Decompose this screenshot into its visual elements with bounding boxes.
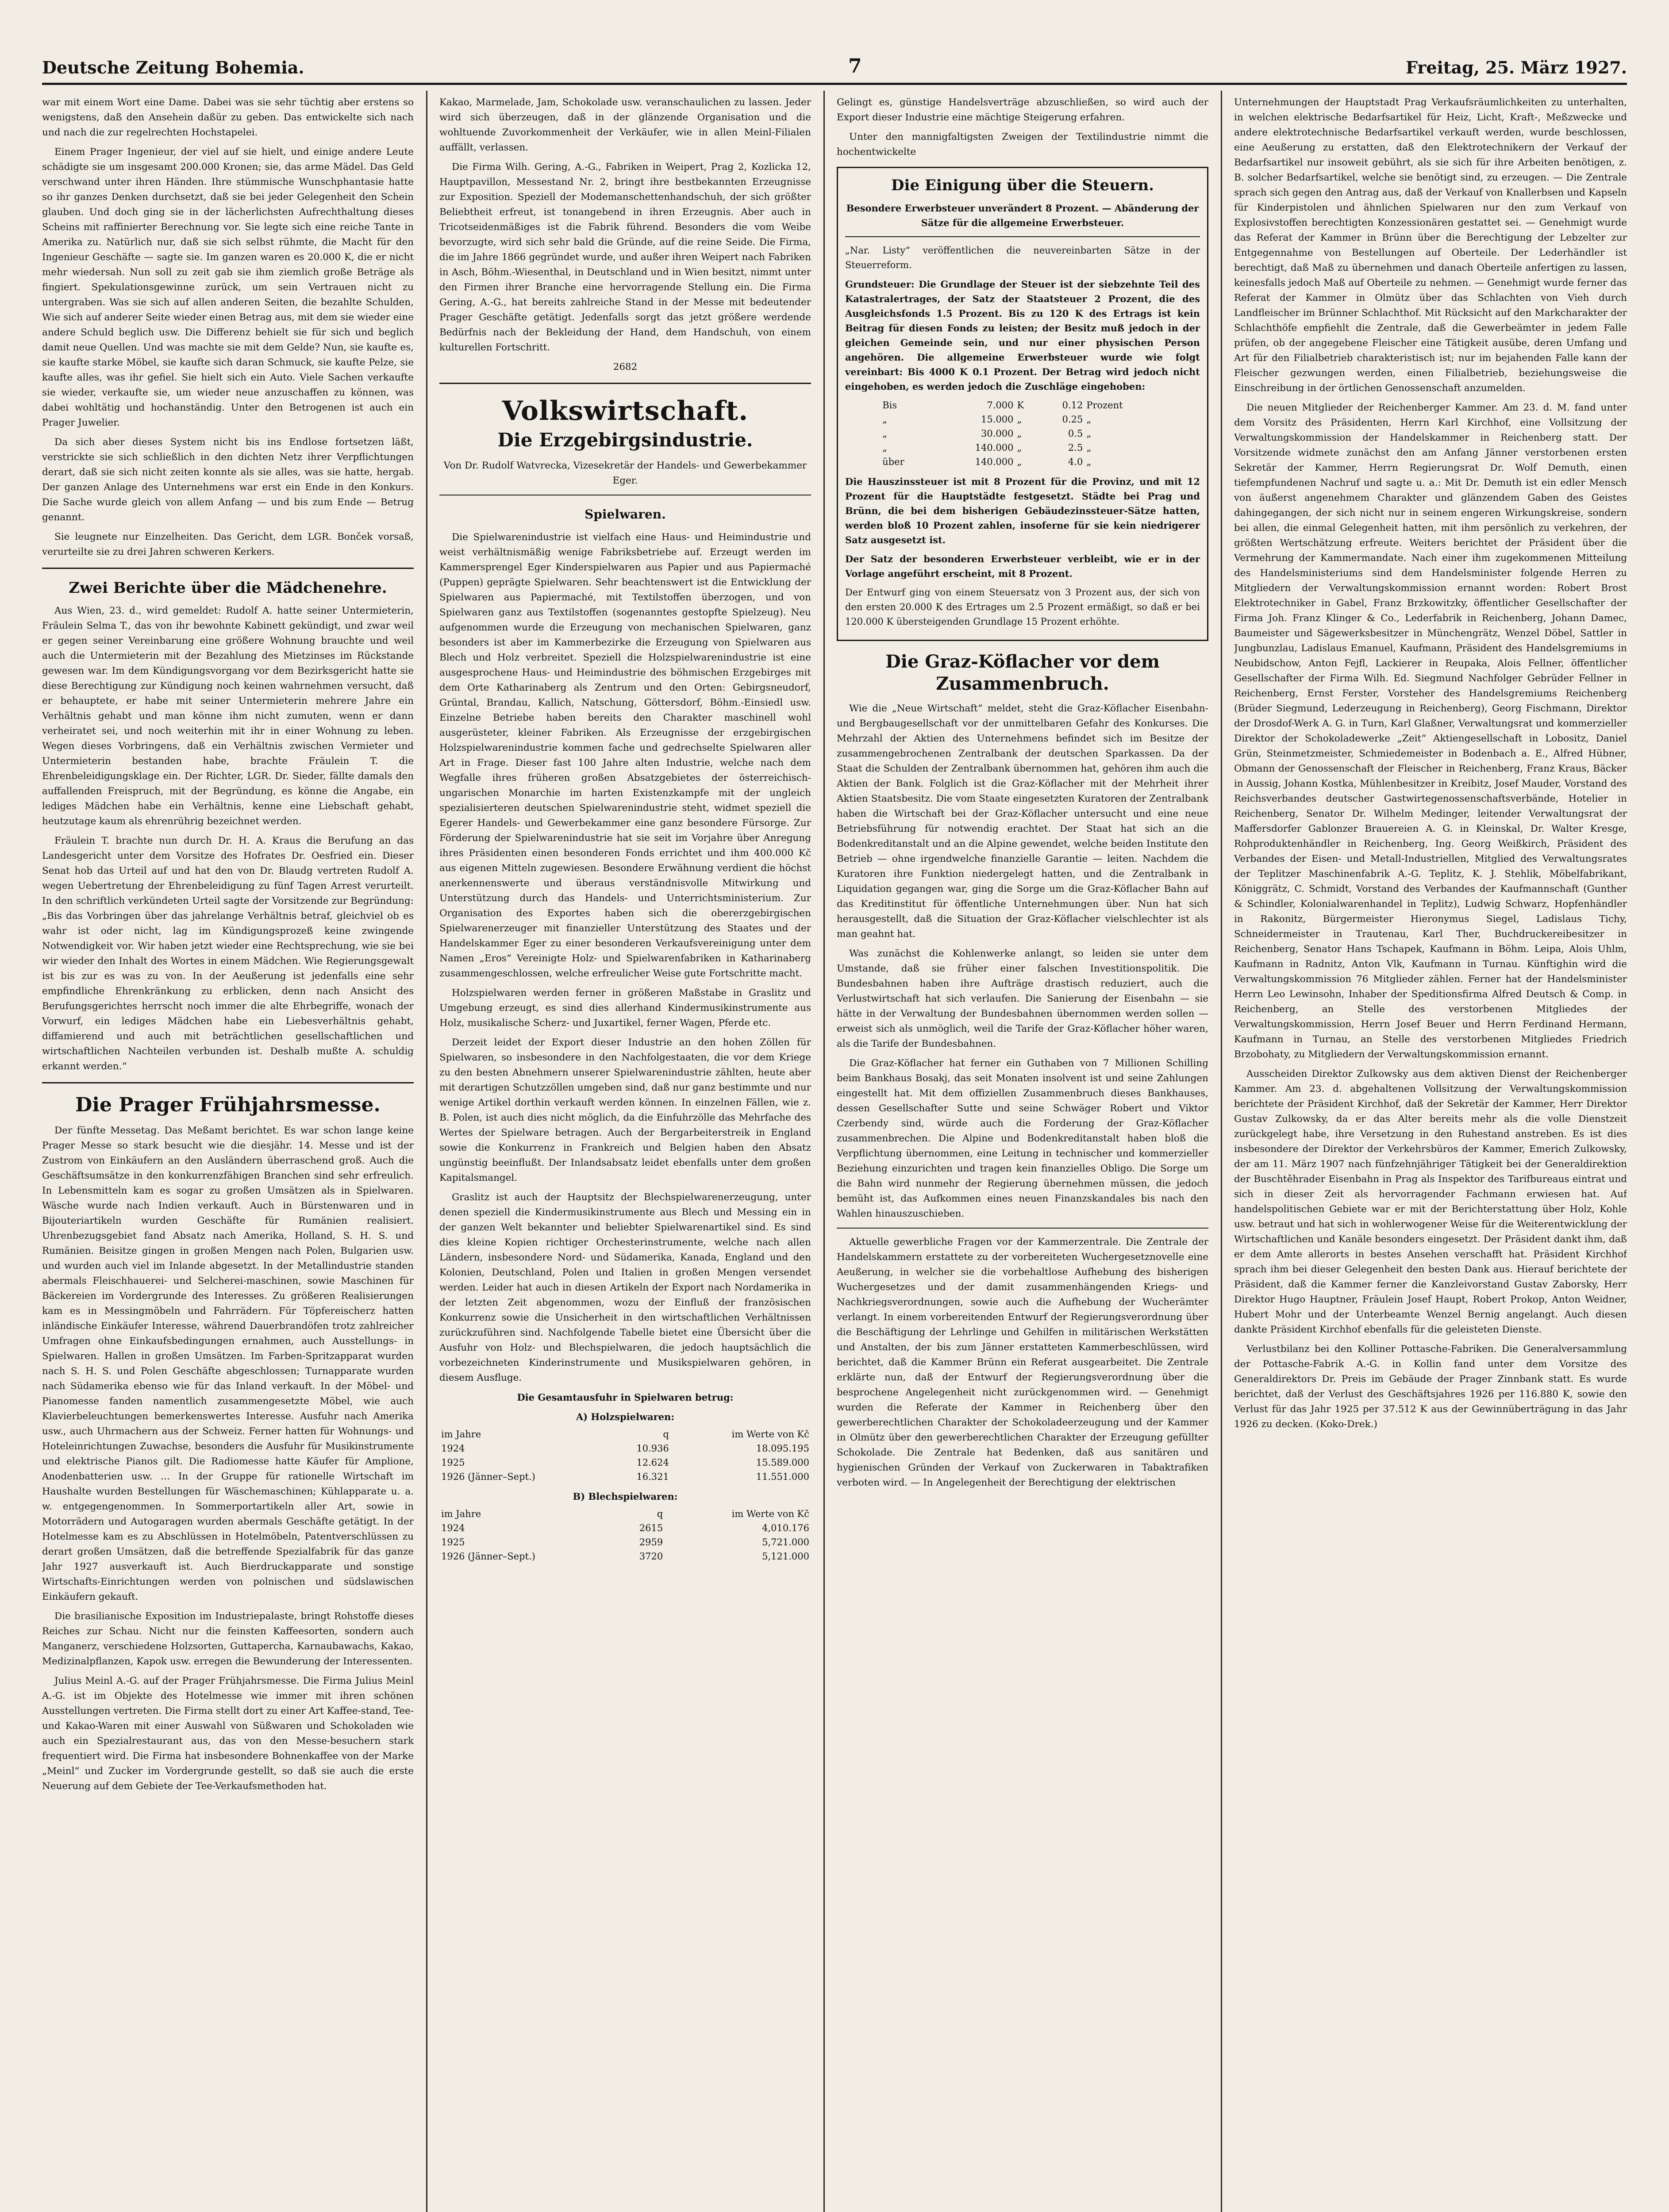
section-divider	[837, 1228, 1208, 1229]
table-row	[881, 412, 1165, 426]
table-header: im Werte von Kč	[731, 1429, 809, 1440]
table-cell: 1924	[441, 1443, 465, 1454]
article-text: Derzeit leidet der Export dieser Industrie an den hohen Zöllen für Spielwaren, so insbesondere in den Nachfolgestaaten, die vor dem Kriege zu den besten Abnehmern unserer Spielwarenindustrie zählten, heute aber mit derartigen Schutzzöllen umgeben sind, daß nur ganz bestimmte und nur wenige Artikel dorthin verkauft werden können. In einzelnen Fällen, wie z. B. Polen, ist auch dies nicht möglich, da die Einfuhrzölle das Mehrfache des Wertes der Spielware betragen. Auch der Bergarbeiterstreik in England sowie die Konkurrenz in Frankreich und Belgien haben den Absatz ungünstig beeinflußt. Der Inlandsabsatz leidet ebenfalls unter dem großen Kapitalsmangel.	[439, 1037, 811, 1183]
table-cell: „	[882, 428, 888, 439]
table-row	[881, 426, 1165, 441]
table-header: im Jahre	[441, 1509, 481, 1519]
table-cell: über	[882, 457, 904, 467]
article-text: Graslitz ist auch der Hauptsitz der Blechspielwarenerzeugung, unter denen speziell die Kindermusikinstrumente aus Blech und Messing ein in der ganzen Welt bekannter und beliebter Spielwarenartikel sind. Es sind dies kleine Kopien richtiger Orchesterinstrumente, welche nach allen Ländern, insbesondere Nord- und Südamerika, Kanada, England und den Kolonien, Deutschland, Polen und Italien in großen Mengen versendet werden. Leider hat auch in diesen Artikeln der Export nach Nordamerika in der letzten Zeit abgenommen, wozu der Einfluß der französischen Konkurrenz sowie die Unsicherheit in den wirtschaftlichen Verhältnissen zurückzuführen sind. Nachfolgende Tabelle bietet eine Übersicht über die Ausfuhr von Holz- und Blechspielwaren, die jedoch hauptsächlich die vorbezeichneten Kinderinstrumente und Musikspielwaren gehören, in diesem Ausfluge.	[439, 1192, 811, 1383]
article-text: Verlustbilanz bei den Kolliner Pottasche-Fabriken. Die Generalversammlung der Pottasche-Fabrik A.-G. in Kollin fand unter dem Vorsitze des Generaldirektors Dr. Preis im Gebäude der Prager Zinnbank statt. Es wurde berichtet, daß der Verlust des Geschäftsjahres 1926 per 116.880 K, sowie den Verlust für das Jahr 1925 per 37.512 K aus der Gewinnüberträgung in das Jahr 1926 zu decken. (Koko-Drek.)	[1234, 1344, 1627, 1430]
table-row	[881, 441, 1165, 455]
column-2	[439, 95, 811, 2212]
section-divider	[439, 383, 811, 384]
column-3	[837, 95, 1208, 2212]
masthead	[42, 42, 1627, 77]
page-number: 7	[848, 55, 862, 77]
tax-rate-table	[881, 398, 1165, 469]
table-cell: „	[882, 442, 888, 453]
table-header-row	[439, 1507, 811, 1521]
table-title: Die Gesamtausfuhr in Spielwaren betrug:	[517, 1392, 734, 1403]
table-cell: „	[1017, 414, 1022, 425]
table-cell: „	[1017, 457, 1022, 467]
byline: Von Dr. Rudolf Watvrecka, Vizesekretär der Handels- und Gewerbekammer Eger.	[443, 460, 807, 486]
table-cell: 30.000	[981, 428, 1014, 439]
table-cell: 10.936	[636, 1443, 669, 1454]
table-header: im Werte von Kč	[731, 1509, 809, 1519]
article-text: Sie leugnete nur Einzelheiten. Das Gericht, dem LGR. Bonček vorsaß, verurteilte sie zu drei Jahren schweren Kerkers.	[42, 531, 414, 557]
subhead-spielwaren: Spielwaren.	[585, 507, 666, 522]
table-cell: Prozent	[1086, 400, 1123, 411]
table-cell: 140.000	[975, 457, 1014, 467]
table-cell: 18.095.195	[756, 1443, 809, 1454]
export-table-holz	[439, 1427, 811, 1484]
table-cell: „	[1017, 442, 1022, 453]
table-cell: „	[1086, 414, 1092, 425]
headline-erzgebirgsindustrie: Die Erzgebirgsindustrie.	[497, 429, 753, 451]
section-divider	[42, 1082, 414, 1083]
table-cell: 1926 (Jänner–Sept.)	[441, 1551, 535, 1562]
article-text: Der Entwurf ging von einem Steuersatz von 3 Prozent aus, der sich von den ersten 20.000 K des Ertrages um 2.5 Prozent ermäßigt, so daß er bei 120.000 K übersteigenden Grundlage 15 Prozent erhöhte.	[845, 587, 1200, 627]
article-text: Die brasilianische Exposition im Industriepalaste, bringt Rohstoffe dieses Reiches zur Schau. Nicht nur die feinsten Kaffeesorten, sondern auch Manganerz, verschiedene Holzsorten, Guttapercha, Karnaubawachs, Kakao, Medizinalpflanzen, Kapok usw. erregen die Bewunderung der Interessenten.	[42, 1611, 414, 1667]
table-cell: „	[1017, 428, 1022, 439]
table-cell: 11.551.000	[756, 1471, 809, 1482]
article-text: Grundsteuer: Die Grundlage der Steuer ist der siebzehnte Teil des Katastralertrages, der Satz der Staatsteuer 2 Prozent, die des Ausgleichsfonds 1.5 Prozent. Bis zu 120 K des Ertrags ist kein Beitrag für diesen Fonds zu leisten; der Besitz muß jedoch in der gleichen Gemeinde sein, und nur einer physischen Person angehören. Die allgemeine Erwerbsteuer wurde wie folgt vereinbart: Bis 4000 K 0.1 Prozent. Der Betrag wird jedoch nicht eingehoben, es werden jedoch die Zuschläge eingehoben:	[845, 279, 1200, 392]
article-text: Unter den mannigfaltigsten Zweigen der Textilindustrie nimmt die hochentwickelte	[837, 131, 1208, 157]
table-row	[881, 398, 1165, 412]
column-rule	[426, 91, 427, 2212]
article-text: Die Graz-Köflacher hat ferner ein Guthaben von 7 Millionen Schilling beim Bankhaus Bosakj, das seit Monaten insolvent ist und seine Zahlungen eingestellt hat. Mit dem offiziellen Zusammenbruch dieses Bankhauses, dessen Gesellschafter Sutte und seine Schwäger Robert und Viktor Czerbendy sind, würde auch die Forderung der Graz-Köflacher zusammenbrechen. Die Alpine und Bodenkreditanstalt haben bloß die Verpflichtung übernommen, eine Leitung in technischer und kommerzieller Beziehung einzurichten und tragen kein finanzielles Obligo. Die Sorge um die Bahn wird nunmehr der Regierung übernehmen müssen, die jedoch bemüht ist, das Aufkommen eines neuen Finanzskandales bis nach den Wahlen hinauszuschieben.	[837, 1058, 1208, 1219]
table-row	[439, 1441, 811, 1455]
table-cell: 0.12	[1062, 400, 1083, 411]
table-header: q	[657, 1509, 663, 1519]
table-cell: 1924	[441, 1523, 465, 1533]
table-cell: 7.000	[987, 400, 1014, 411]
table-row	[439, 1455, 811, 1470]
table-cell: „	[1086, 442, 1092, 453]
table-cell: 5,121.000	[762, 1551, 809, 1562]
article-text: Gelingt es, günstige Handelsverträge abzuschließen, so wird auch der Export dieser Industrie eine mächtige Steigerung erfahren.	[837, 97, 1208, 123]
table-header-row	[439, 1427, 811, 1441]
column-rule	[1221, 91, 1222, 2212]
column-rule	[823, 91, 825, 2212]
article-text: Ausscheiden Direktor Zulkowsky aus dem aktiven Dienst der Reichenberger Kammer. Am 23. d. abgehaltenen Vollsitzung der Verwaltungskommission berichtete der Präsident Kirchhof, daß der Sekretär der Kammer, Herr Direktor Gustav Zulkowsky, da er das Alter bereits mehr als die volle Dienstzeit zurückgelegt habe, ihre Versetzung in den Ruhestand anstreben. Es ist dies insbesondere der Direktor der Verkehrsbüros der Kammer, Emerich Zulkowsky, der am 11. März 1907 nach fünfzehnjähriger Tätigkeit bei der Generaldirektion der Buschtěhrader Eisenbahn in Prag als Inspektor des Tarifbureaus eintrat und sich in dieser Zeit als hervorragender Fachmann erwiesen hat. Auf handelspolitischen Gebiete war er mit der Berichterstattung über Holz, Kohle usw. betraut und hat sich in wohlerwogener Weise für die Weiterentwicklung der Wirtschaftlichen und Kanäle besonders eingesetzt. Der Präsident dankt ihm, daß er dem Amte allerorts in bestes Ansehen verschafft hat. Präsident Kirchhof sprach ihm bei dieser Gelegenheit den besten Dank aus. Hierauf berichtete der Präsident, daß die Kammer ferner die Kanzleivorstand Gustav Zaborsky, Herr Direktor Hugo Hauptner, Fräulein Josef Haupt, Robert Prokop, Anton Weidner, Hubert Mohr und der Unterbeamte Wenzel Bernig angelangt. Auch diesen dankte Präsident Kirchhof ebenfalls für die geleisteten Dienste.	[1234, 1068, 1627, 1335]
article-text: Wie die „Neue Wirtschaft“ meldet, steht die Graz-Köflacher Eisenbahn- und Bergbaugesellschaft vor der unmittelbaren Gefahr des Konkurses. Die Mehrzahl der Aktien des Unternehmens befindet sich im Besitze der zusammengebrochenen Zentralbank der deutschen Sparkassen. Da der Staat die Schulden der Zentralbank übernommen hat, gehören ihm auch die Aktien der Bank. Folglich ist die Graz-Köflacher mit der Mehrheit ihrer Aktien Staatsbesitz. Die vom Staate eingesetzten Kuratoren der Zentralbank haben die Wirtschaft bei der Graz-Köflacher untersucht und eine neue Betriebsführung für notwendig erachtet. Der Staat hat sich an die Bodenkreditanstalt und an die Alpine gewendet, welche beiden Institute den Betrieb — ohne irgendwelche finanzielle Garantie — leiten. Nachdem die Kuratoren ihre Funktion niedergelegt hatten, und die Zentralbank in Liquidation gegangen war, ging die Sorge um die Graz-Köflacher Bahn auf das Kreditinstitut für öffentliche Unternehmungen über. Nun hat sich herausgestellt, daß die Situation der Graz-Köflacher vielschlechter ist als man geahnt hat.	[837, 703, 1208, 940]
article-text: Die Hauszinssteuer ist mit 8 Prozent für die Provinz, und mit 12 Prozent für die Hauptstädte festgesetzt. Städte bei Prag und Brünn, die bei dem bisherigen Gebäudezinssteuer-Sätze hatten, werden bloß 10 Prozent zahlen, insoferne für sie kein niedrigerer Satz ausgesetzt ist.	[845, 476, 1200, 545]
table-header: q	[663, 1429, 669, 1440]
reference-number: 2682	[613, 361, 638, 373]
column-4	[1234, 95, 1627, 2212]
masthead-rule	[42, 83, 1627, 85]
headline-prager-messe: Die Prager Frühjahrsmesse.	[75, 1094, 381, 1116]
table-cell: 0.5	[1068, 428, 1083, 439]
issue-date: Freitag, 25. März 1927.	[1405, 58, 1627, 77]
article-text: Aus Wien, 23. d., wird gemeldet: Rudolf A. hatte seiner Untermieterin, Fräulein Selma T., das von ihr bewohnte Kabinett gekündigt, und zwar weil er gegen seiner Vereinbarung eine größere Wohnung brauchte und weil auch die Untermieterin mit der Bezahlung des Mietzinses im Rückstande gewesen war. Im dem Kündigungsvorgang vor dem Bezirksgericht hatte sie diese Berechtigung zur Kündigung noch keinen wahrnehmen versucht, daß er behauptete, er habe mit seiner Untermieterin mehrere Jahre ein Verhältnis gehabt und man könne ihm nicht zumuten, wenn er dann verheiratet sei, und noch weiterhin mit ihr in einer Wohnung zu leben. Wegen dieses Vorbringens, daß ein Verhältnis zwischen Vermieter und Untermieterin bestanden habe, brachte Fräulein T. die Ehrenbeleidigungsklage ein. Der Richter, LGR. Dr. Sieder, fällte damals den auffallenden Freispruch, mit der Begründung, es könne die Angabe, ein lediges Mädchen habe ein Verhältnis, kenne eine Liebschaft gehabt, heutzutage kaum als ehrenrührig bezeichnet werden.	[42, 605, 414, 827]
table-cell: „	[882, 414, 888, 425]
table-cell: 1925	[441, 1537, 465, 1548]
article-text: Die Firma Wilh. Gering, A.-G., Fabriken in Weipert, Prag 2, Kozlicka 12, Hauptpavillon, Messestand Nr. 2, bringt ihre bestbekannten Erzeugnisse zur Exposition. Speziell der Modemanschettenhandschuh, der sich größter Beliebtheit erfreut, ist tonangebend in ihren Erzeugnis. Aber auch in Tricotseidenmäßiges ist die Fabrik führend. Besonders die vom Weibe bevorzugte, wird sich sehr bald die Gründe, auf die reine Seide. Die Firma, die im Jahre 1866 gegründet wurde, und außer ihren Weipert nach Fabriken in Asch, Böhm.-Wiesenthal, in Deutschland und in Wien besitzt, nimmt unter den Firmen ihrer Branche eine hervorragende Stellung ein. Die Firma Gering, A.-G., hat bereits zahlreiche Stand in der Messe mit bedeutender Prager Geschäfte getätigt. Jedenfalls sorgt das jetzt größere werdende Bedürfnis nach der Bekleidung der Hand, dem Handschuh, von einem kulturellen Fortschritt.	[439, 161, 811, 353]
table-row	[881, 455, 1165, 469]
article-text: „Nar. Listy“ veröffentlichen die neuvereinbarten Sätze in der Steuerreform.	[845, 245, 1200, 270]
subheadline: Besondere Erwerbsteuer unverändert 8 Prozent. — Abänderung der Sätze für die allgemeine Erwerbsteuer.	[846, 203, 1199, 228]
article-text: Da sich aber dieses System nicht bis ins Endlose fortsetzen läßt, verstrickte sie sich schließlich in den dichten Netz ihrer Verpflichtungen derart, daß sie sich nicht zeiten konnte als sie alles, was sie hatte, hergab. Der ganzen Anlage des Unternehmens war erst ein Ende in den Konkurs. Die Sache wurde gleich von allem Anfang — und bis zum Ende — Betrug genannt.	[42, 437, 414, 523]
export-table-blech	[439, 1507, 811, 1563]
article-text: Julius Meinl A.-G. auf der Prager Frühjahrsmesse. Die Firma Julius Meinl A.-G. ist im Objekte des Hotelmesse wie immer mit ihren schönen Ausstellungen vertreten. Die Firma stellt dort zu einer Art Kaffee-stand, Tee- und Kakao-Waren mit einer Auswahl von Süßwaren und Schokoladen wie auch ein Spezialrestaurant aus, das von den Messe-besuchern stark frequentiert wird. Die Firma hat insbesondere Bohnenkaffee von der Marke „Meinl“ und Zucker im Vordergrunde gestellt, so daß sie auch die erste Neuerung auf dem Gebiete der Tee-Verkaufsmethoden hat.	[42, 1675, 414, 1792]
article-text: Einem Prager Ingenieur, der viel auf sie hielt, und einige andere Leute schädigte sie um insgesamt 200.000 Kronen; sie, das arme Mädel. Das Geld verschwand unter ihren Händen. Ihre stümmische Wunschphantasie hatte so ihr ganzes Denken durchsetzt, daß sie bei jeder Gelegenheit den Schein glauben. Und doch ging sie in der lächerlichsten Aufrechthaltung dieses Scheins mit raffinierter Berechnung vor. Sie legte sich eine reiche Tante in Amerika zu. Natürlich nur, daß sie sich selbst rühmte, die Macht für den Ingenieur Geschäfte — sagte sie. Im ganzen waren es 20.000 K, die er nicht mehr wiedersah. Nun soll zu zeit gab sie ihm ziemlich große Beträge als fingiert. Spekulationsgewinne zurück, um sein Vertrauen nicht zu untergraben. Was sie sich auf allen anderen Seiten, die bezahlte Schulden, Wie sich auf anderer Seite wieder einen Betrag aus, mit dem sie wieder eine andere Schuld beglich usw. Die Differenz behielt sie für sich und beglich damit neue Quellen. Und was machte sie mit dem Gelde? Nun, sie kaufte es, sie kaufte starke Möbel, sie kaufte sich daran Schmuck, sie kaufte Pelze, sie kaufte alles, was ihr gefiel. Sie hielt sich ein Auto. Viele Sachen verkaufte sie wieder, verkaufte sie, um wieder neue anzuschaffen zu können, was dabei wohltätig und hochanständig. Unter den Betrogenen ist auch ein Prager Juwelier.	[42, 146, 414, 428]
article-text: war mit einem Wort eine Dame. Dabei was sie sehr tüchtig aber erstens so wenigstens, daß den Ansehein daßür zu geben. Das entwickelte sich nach und nach die zur regelrechten Hochstapelei.	[42, 97, 414, 138]
headline-einigung-steuern: Die Einigung über die Steuern.	[891, 177, 1154, 194]
table-cell: 2.5	[1068, 442, 1083, 453]
table-cell: 4.0	[1068, 457, 1083, 467]
article-text: Fräulein T. brachte nun durch Dr. H. A. Kraus die Berufung an das Landesgericht unter dem Vorsitze des Hofrates Dr. Oesfried ein. Dieser Senat hob das Urteil auf und hat den von Dr. Blaudg vertreten Rudolf A. wegen Uebertretung der Ehrenbeleidigung zu fünf Tagen Arrest verurteilt. In den schriftlich verkündeten Urteil sagte der Vorsitzende zur Begründung: „Bis das Vorbringen über das jahrelange Verhältnis betraf, gleichviel ob es wahr ist oder nicht, lag im Kündigungsprozeß keine zwingende Notwendigkeit vor. Wir haben jetzt wieder eine Rechtsprechung, wie sie bei wir wieder den Inhalt des Wortes in einem Mädchen. Wie Regierungsgewalt ist bis zur es was zu von. In der Aeußerung ist jedenfalls eine sehr empfindliche Ehrenkränkung zu erblicken, denn nach Ansicht des Berufungsgerichtes herrscht noch immer die alte Ehrbegriffe, wonach der Vorwurf, ein lediges Mädchen habe ein Liebesverhältnis gehabt, diffamierend und auch mit beträchtlichen gesellschaftlichen und wirtschaftlichen Nachteilen verbunden ist. Deshalb mußte A. schuldig erkannt werden.“	[42, 835, 414, 1072]
table-cell: 0.25	[1062, 414, 1083, 425]
table-subtitle: B) Blechspielwaren:	[573, 1491, 678, 1502]
table-cell: 15.589.000	[756, 1457, 809, 1468]
newspaper-page	[42, 42, 1627, 2212]
table-cell: 2959	[639, 1537, 663, 1548]
table-cell: 16.321	[636, 1471, 669, 1482]
article-text: Unternehmungen der Hauptstadt Prag Verkaufsräumlichkeiten zu unterhalten, in welchen elektrische Bedarfsartikel für Heiz, Licht, Kraft-, Meßzwecke und andere elektrotechnische Bedarfsartikel verkauft werden, wurde beschlossen, eine Aeußerung zu erstatten, daß den Elektrotechnikern der Verkauf der Bedarfsartikel nur insoweit gebührt, als sie sich für ihre Arbeiten benötigen, z. B. solcher Bedarfsartikel, welche sie benötigt sind, zu erzeugen. — Die Zentrale sprach sich gegen den Antrag aus, daß der Verkauf von Knallerbsen und Kapseln für Kinderpistolen und ähnlichen Spielwaren nur den zum Verkauf von Explosivstoffen berechtigten Konzessionären gestattet sei. — Genehmigt wurde das Referat der Kammer in Brünn über die Berechtigung der Lebzelter zur Entgegennahme von Bestellungen auf Oberteile. Der Lederhändler ist berechtigt, daß Maß zu übernehmen und danach Oberteile anfertigen zu lassen, keinesfalls jedoch Maß auf Oberteile zu nehmen. — Genehmigt wurde ferner das Referat der Kammer in Olmütz über das Schlachten von Vieh durch Landfleischer im Brünner Schlachthof. Mit Rücksicht auf den Markcharakter der Schlachthöfe empfiehlt die Zentrale, daß die Gewerbeämter in jedem Falle prüfen, ob der angegebene Fleischer eine Tätigkeit ausübe, deren Umfang und Art für den Filialbetrieb charakteristisch ist; nur im bejahenden Falle kann der Fleischer gezwungen werden, einen Filialbetrieb, beziehungsweise die Einschreibung in der örtlichen Genossenschaft anzumelden.	[1234, 97, 1627, 394]
headline-graz-koeflacher: Die Graz-Köflacher vor dem Zusammenbruch.	[885, 651, 1160, 694]
section-divider	[845, 236, 1200, 237]
article-text: Die neuen Mitglieder der Reichenberger Kammer. Am 23. d. M. fand unter dem Vorsitz des Präsidenten, Herrn Karl Kirchhof, eine Vollsitzung der Verwaltungskommission der Handelskammer in Reichenberg statt. Der Vorsitzende widmete zunächst den am Anfang Jänner verstorbenen ersten Sekretär der Kammer, Herrn Regierungsrat Dr. Wolf Demuth, einen tiefempfundenen Nachruf und sagte u. a.: Mit Dr. Demuth ist ein edler Mensch von äußerst angenehmem Charakter und glänzendem Gaben des Geistes dahingegangen, der sich nicht nur in seinem engeren Wirkungskreise, sondern bei allen, die einmal Gelegenheit hatten, mit ihm persönlich zu verkehren, der größten Wertschätzung erfreute. Weiters berichtet der Präsident über die Vermehrung der Kammermandate. Nach einer ihm zugekommenen Mitteilung des Handelsministeriums sind dem Handelsminister folgende Herren zu Mitgliedern der Verwaltungskommission ernannt worden: Robert Brost Elektrotechniker in Gabel, Franz Brzkowitzky, öffentlicher Gesellschafter der Firma Joh. Franz Klinger & Co., Lederfabrik in Reichenberg, Johann Damec, Baumeister und Sägewerksbesitzer in Münchengrätz, Wenzel Döbel, Sattler in Jungbunzlau, Ladislaus Emanuel, Kaufmann, Präsident des Handelsgremiums in Neubidschow, Anton Fejfl, Lackierer in Reupaka, Alois Fellner, öffentlicher Gesellschafter der Firma Wilh. Ed. Siegmund Nachfolger Gebrüder Fellner in Reichenberg, Ernst Ferster, Vorsteher des Handelsgremiums Reichenberg (Brüder Siegmund, Lederzeugung in Reichenberg), Georg Fischmann, Direktor der Drosdof-Werk A. G. in Turn, Karl Glaßner, Verwaltungsrat und kommerzieller Direktor der Schokoladewerke „Zeit“ Aktiengesellschaft in Lobositz, Daniel Grün, Steinmetzmeister, Schmiedemeister in Bodenbach a. E., Alfred Hübner, Obmann der Genossenschaft der Fleischer in Reichenberg, Franz Kraus, Bäcker in Aussig, Johann Kostka, Mühlenbesitzer in Kreibitz, Josef Mauder, Vorstand des Reichsverbandes deutscher Gastwirtegenossenschaftsverbände, Hotelier in Reichenberg, Senator Dr. Wilhelm Medinger, leitender Verwaltungsrat der Maffersdorfer Gablonzer Brauereien A. G. in Kleinskal, Dr. Walter Kresge, Rohproduktenhändler in Reichenberg, Ing. Georg Weißkirch, Präsident des Verbandes der Eisen- und Metall-Industriellen, Mitglied des Verwaltungsrates der Teplitzer Maschinenfabrik A.-G. Teplitz, K. J. Stehlik, Möbelfabrikant, Königgrätz, C. Schmidt, Vorstand des Verbandes der Kaufmannschaft (Gunther & Schindler, Kolonialwarenhandel in Teplitz), Ludwig Schwarz, Hopfenhändler in Rakonitz, Bürgermeister Hieronymus Siegel, Ladislaus Tichy, Schneidermeister in Trautenau, Karl Ther, Buchdruckereibesitzer in Reichenberg, Senator Hans Tschapek, Kaufmann in Böhm. Leipa, Alois Uhlm, Kaufmann in Radnitz, Anton Vlk, Kaufmann in Turnau. Künftighin wird die Verwaltungskommission 76 Mitglieder zählen. Ferner hat der Handelsminister Herrn Leo Lewinsohn, Inhaber der Speditionsfirma Alfred Deutsch & Comp. in Reichenberg, an Stelle des verstorbenen Mitgliedes der Verwaltungskommission, Herrn Josef Beuer und Herrn Ferdinand Hermann, Kaufmann in Turnau, an Stelle des verstorbenen Mitgliedes Friedrich Brzobohaty, zu Mitgliedern der Verwaltungskommission ernannt.	[1234, 402, 1627, 1060]
table-cell: 2615	[639, 1523, 663, 1533]
table-row	[439, 1470, 811, 1484]
article-text: Aktuelle gewerbliche Fragen vor der Kammerzentrale. Die Zentrale der Handelskammern erstattete zu der vorbereiteten Wuchergesetznovelle eine Aeußerung, in welcher sie die vorbehaltlose Aufhebung des bisherigen Wuchergesetzes und der damit zusammenhängenden Kriegs- und Nachkriegsverordnungen, sowie auch die Aufhebung der Wucherämter verlangt. In einem vorbereitenden Entwurf der Regierungsverordnung über die Beschäftigung der Lehrlinge und Gehilfen in militärischen Werkstätten und Anstalten, der bis zum Jänner erstatteten Kammerbeschlüssen, wird berichtet, daß die Kammer Brünn ein Referat ausgearbeitet. Die Zentrale erklärte nun, daß der Entwurf der Regierungsverordnung über die besprochene Angelegenheit nicht zurückgenommen wird. — Genehmigt wurden die Referate der Kammer in Reichenberg über den gewerberechtlichen Charakter der Schokoladeerzeugung und der Kammer in Olmütz über den gewerberechtlichen Charakter der Erzeugung gefüllter Schokolade. Die Zentrale hat Bedenken, daß aus sanitären und hygienischen Gründen der Verkauf von Zuckerwaren in Tabaktrafiken verboten wird. — In Angelegenheit der Berechtigung der elektrischen	[837, 1237, 1208, 1488]
article-text: Was zunächst die Kohlenwerke anlangt, so leiden sie unter dem Umstande, daß sie früher einer falschen Investitionspolitik. Die Bundesbahnen haben ihre Aufträge drastisch reduziert, auch die Verlustwirtschaft hat sich verlaufen. Die Sanierung der Eisenbahn — sie hätte in der Verwaltung der Bundesbahnen übernommen werden sollen — erweist sich als unmöglich, weil die Tarife der Graz-Köflacher höher waren, als die Tarife der Bundesbahnen.	[837, 948, 1208, 1049]
table-cell: K	[1017, 400, 1024, 411]
column-1	[42, 95, 414, 2212]
table-cell: 5,721.000	[762, 1537, 809, 1548]
section-title-volkswirtschaft: Volkswirtschaft.	[502, 396, 749, 426]
table-cell: „	[1086, 428, 1092, 439]
boxed-article-steuern	[837, 167, 1208, 641]
article-text: Der Satz der besonderen Erwerbsteuer verbleibt, wie er in der Vorlage angeführt erscheint, mit 8 Prozent.	[845, 553, 1200, 579]
table-row	[439, 1521, 811, 1535]
newspaper-name: Deutsche Zeitung Bohemia.	[42, 58, 304, 77]
table-header: im Jahre	[441, 1429, 481, 1440]
article-text: Holzspielwaren werden ferner in größeren Maßstabe in Graslitz und Umgebung erzeugt, es sind dies allerhand Kindermusikinstrumente aus Holz, musikalische Scherz- und Juxartikel, ferner Wagen, Pferde etc.	[439, 987, 811, 1029]
table-cell: 140.000	[975, 442, 1014, 453]
table-cell: 1925	[441, 1457, 465, 1468]
table-cell: 15.000	[981, 414, 1014, 425]
article-text: Kakao, Marmelade, Jam, Schokolade usw. veranschaulichen zu lassen. Jeder wird sich überzeugen, daß in der glänzende Organisation und die wohltuende Zuvorkommenheit der Verkäufer, wie in allen Meinl-Filialen auffällt, verlassen.	[439, 97, 811, 153]
table-cell: 3720	[639, 1551, 663, 1562]
article-text: Die Spielwarenindustrie ist vielfach eine Haus- und Heimindustrie und weist verhältnismäßig wenige Fabriksbetriebe auf. Erzeugt werden im Kammersprengel Eger Kinderspielwaren aus Papier und aus Papiermaché (Puppen) geprägte Spielwaren. Sehr beachtenswert ist die Entwicklung der Spielwaren aus Papiermaché, mit Textilstoffen überzogen, und von Spielwaren ganz aus Textilstoffen (sogenanntes gestopfte Spielzeug). Neu aufgenommen wurde die Erzeugung von mechanischen Spielwaren, ganz besonders ist aber im Kammerbezirke die Erzeugung von Spielwaren aus Blech und Holz verbreitet. Speziell die Holzspielwarenindustrie ist eine ausgesprochene Haus- und Heimindustrie des böhmischen Erzgebirges mit dem Orte Katharinaberg als Zentrum und den Orten: Gebirgsneudorf, Grüntal, Brandau, Kallich, Natschung, Göttersdorf, Böhm.-Einsiedl usw. Einzelne Betriebe haben bereits den Charakter maschinell wohl ausgerüsteter, kleiner Fabriken. Als Erzeugnisse der erzgebirgischen Holzspielwarenindustrie kommen fache und gedrechselte Spielwaren aller Art in Frage. Dieser fast 100 Jahre alten Industrie, welche nach dem Wegfalle ihres früheren großen Absatzgebietes der österreichisch-ungarischen Monarchie im harten Existenzkampfe mit der ungleich spezialisierteren deutschen Spielwarenindustrie steht, widmet speziell die Egerer Handels- und Gewerbekammer eine ganz besondere Fürsorge. Zur Förderung der Spielwarenindustrie hat sie seit im Vorjahre über Anregung ihres Präsidenten einen besonderen Fonds errichtet und ihm 400.000 Kč aus eigenen Mitteln zugewiesen. Besondere Erwähnung verdient die höchst anerkennenswerte und überaus verständnisvolle Mitwirkung und Unterstützung durch das Handels- und Unterrichtsministerium. Zur Organisation des Exportes haben sich die obererzgebirgischen Spielwarenerzeuger mit finanzieller Unterstützung des Staates und der Handelskammer Eger zu einer besonderen Verkaufsvereinigung unter dem Namen „Eros“ Vereinigte Holz- und Spielwarenfabriken in Katharinaberg zusammengeschlossen, welche erfreulicher Weise gute Fortschritte macht.	[439, 532, 811, 979]
table-cell: Bis	[882, 400, 897, 411]
table-row	[439, 1535, 811, 1549]
table-row	[439, 1549, 811, 1563]
table-subtitle: A) Holzspielwaren:	[576, 1411, 675, 1422]
table-cell: 12.624	[636, 1457, 669, 1468]
section-divider	[42, 568, 414, 569]
table-cell: 1926 (Jänner–Sept.)	[441, 1471, 535, 1482]
headline-zwei-berichte: Zwei Berichte über die Mädchenehre.	[69, 579, 387, 597]
table-cell: „	[1086, 457, 1092, 467]
table-cell: 4,010.176	[762, 1523, 809, 1533]
article-text: Der fünfte Messetag. Das Meßamt berichtet. Es war schon lange keine Prager Messe so stark besucht wie die diesjähr. 14. Messe und ist der Zustrom von Einkäufern an den Ausländern überraschend groß. Auch die Geschäftsumsätze in den konkurrenzfähigen Branchen sind sehr erfreulich. In Lebensmitteln kam es sogar zu großen Umsätzen als in Spielwaren. Wäsche wurde nach Indien verkauft. Auch in Bürstenwaren und in Bijouteriartikeln wurden Geschäfte für Rumänien realisiert. Uhrenbezugsgebiet fand Absatz nach Amerika, Holland, S. H. S. und Rumänien. Beisitze gingen in großen Mengen nach Polen, Bulgarien usw. und wurden auch viel im Inlande abgesetzt. In der Metallindustrie standen abermals Fleischhauerei- und Selcherei-maschinen, sowie Maschinen für Bäckereien im Vordergrunde des Interesses. Zu größeren Realisierungen kam es in Messingmöbeln und Fahrrädern. Für Töpfereischerz hatten inländische Einkäufer Interesse, während Dauerbrandöfen trotz zahlreicher Umfragen ohne Einkaufsbedingungen ernahmen, auch Ausstellungs- in Spielwaren. Hallen in großen Umsätzen. Im Farben-Spritzapparat wurden nach S. H. S. und Polen Geschäfte abgeschlossen; Turnapparate wurden nach Südamerika ebenso wie für das Inland verkauft. In der Möbel- und Pianomesse fanden namentlich zusammengesetzte Möbel, wie auch Klavierbeleuchtungen bemerkenswertes Interesse. Ausfuhr nach Amerika usw., auch Uhrmachern aus der Schweiz. Ferner hatten für Wohnungs- und Hoteleinrichtungen Zuwachse, besonders die Ausfuhr für Musikinstrumente und elektrische Pianos gilt. Die Radiomesse hatte Käufer für Amplione, Anodenbatterien usw. ... In der Gruppe für rationelle Wirtschaft im Haushalte wurden Bestellungen für Wäschemaschinen; Kühlapparate u. a. w. entgegengenommen. In Sommerportartikeln aller Art, sowie in Motorrädern und Autogaragen wurden abermals Geschäfte getätigt. In der Hotelmesse kam es zu Abschlüssen in Hotelmöbeln, Patentverschlüssen zu derart großen Umsätzen, daß die betreffende Spezialfabrik für das ganze Jahr 1927 ausverkauft ist. Auch Bierdruckapparate und sonstige Wirtschafts-Einrichtungen werden von polnischen und südslawischen Einkäufern gekauft.	[42, 1125, 414, 1602]
